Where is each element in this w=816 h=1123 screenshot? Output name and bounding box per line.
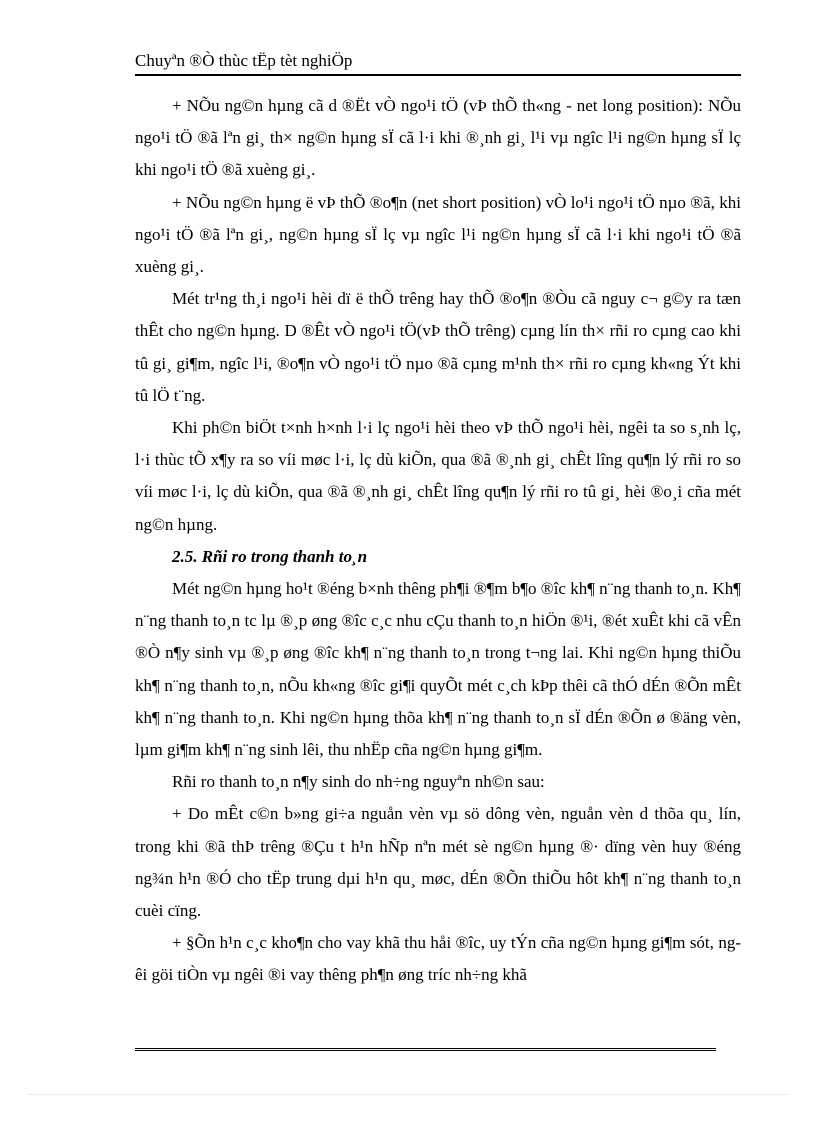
paragraph: + §Õn h¹n c¸c kho¶n cho vay khã thu håi ®îc, uy tÝn cña ng©n hµng gi¶m sót, ngêi göi tiÒn vµ ngêi ®i vay thêng ph¶n øng tríc nh÷ng khã	[135, 933, 741, 985]
footer-rule	[135, 1048, 716, 1051]
document-body	[135, 90, 741, 992]
paragraph: Rñi ro thanh to¸n n¶y sinh do nh÷ng nguyªn nh©n sau:	[172, 772, 545, 792]
paragraph: Mét ng©n hµng ho¹t ®éng b×nh thêng ph¶i ®¶m b¶o ®îc kh¶ n¨ng thanh to¸n. Kh¶ n¨ng thanh to¸n tc lµ ®¸p øng ®îc c¸c nhu cÇu thanh to¸n hiÖn ®¹i, ®ét xuÊt khi cã vÊn ®Ò n¶y sinh vµ ®¸p øng ®îc kh¶ n¨ng thanh to¸n trong t¬ng lai. Khi ng©n hµng thiÕu kh¶ n¨ng thanh to¸n, nÕu kh«ng ®îc gi¶i quyÕt mét c¸ch kÞp thêi cã thÓ dÉn ®Õn mÊt kh¶ n¨ng thanh to¸n. Khi ng©n hµng thõa kh¶ n¨ng thanh to¸n sÏ dÉn ®Õn ø ®äng vèn, lµm gi¶m kh¶ n¨ng sinh lêi, thu nhËp cña ng©n hµng gi¶m.	[135, 579, 741, 760]
header-title: Chuyªn ®Ò thùc tËp tèt nghiÖp	[135, 51, 353, 70]
paragraph: Khi ph©n biÖt t×nh h×nh l·i lç ngo¹i hèi theo vÞ thÕ ngo¹i hèi, ngêi ta so s¸nh lç, l·i thùc tÕ x¶y ra so víi møc l·i, lç dù kiÕn, qua ®ã ®¸nh gi¸ chÊt lîng qu¶n lý rñi ro so víi møc l·i, lç dù kiÕn, qua ®ã ®¸nh gi¸ chÊt lîng qu¶n lý rñi ro tû gi¸ hèi ®o¸i cña mét ng©n hµng.	[135, 418, 741, 534]
paragraph: + NÕu ng©n hµng ë vÞ thÕ ®o¶n (net short position) vÒ lo¹i ngo¹i tÖ nµo ®ã, khi ngo¹i tÖ ®ã lªn gi¸, ng©n hµng sÏ lç vµ ngîc l¹i ng©n hµng sÏ cã l·i khi ngo¹i tÖ ®ã xuèng gi¸.	[135, 192, 741, 277]
paragraph: Mét tr¹ng th¸i ngo¹i hèi dï ë thÕ trêng hay thÕ ®o¶n ®Òu cã nguy c¬ g©y ra tæn thÊt cho ng©n hµng. D ®Êt vÒ ngo¹i tÖ(vÞ thÕ trêng) cµng lín th× rñi ro cµng cao khi tû gi¸ gi¶m, ngîc l¹i, ®o¶n vÒ ngo¹i tÖ nµo ®ã cµng m¹nh th× rñi ro cµng kh«ng Ýt khi tû lÖ t¨ng.	[135, 289, 741, 405]
page-header	[135, 50, 741, 76]
paragraph: + NÕu ng©n hµng cã d ®Ët vÒ ngo¹i tÖ (vÞ thÕ th«ng - net long position): NÕu ngo¹i tÖ ®ã lªn gi¸ th× ng©n hµng sÏ cã l·i khi ®¸nh gi¸ l¹i vµ ngîc l¹i ng©n hµng sÏ lç khi ngo¹i tÖ ®ã xuèng gi¸.	[135, 96, 741, 180]
section-heading: 2.5. Rñi ro trong thanh to¸n	[172, 546, 368, 566]
page-edge-divider	[28, 1094, 788, 1095]
paragraph: + Do mÊt c©n b»ng gi÷a nguån vèn vµ sö dông vèn, nguån vèn d thõa qu¸ lín, trong khi ®ã thÞ trêng ®Çu t h¹n hÑp nªn mét sè ng©n hµng ®· dïng vèn huy ®éng ng¾n h¹n ®Ó cho tËp trung dµi h¹n qu¸ møc, dÉn ®Õn thiÕu hôt kh¶ n¨ng thanh to¸n cuèi cïng.	[135, 804, 741, 921]
